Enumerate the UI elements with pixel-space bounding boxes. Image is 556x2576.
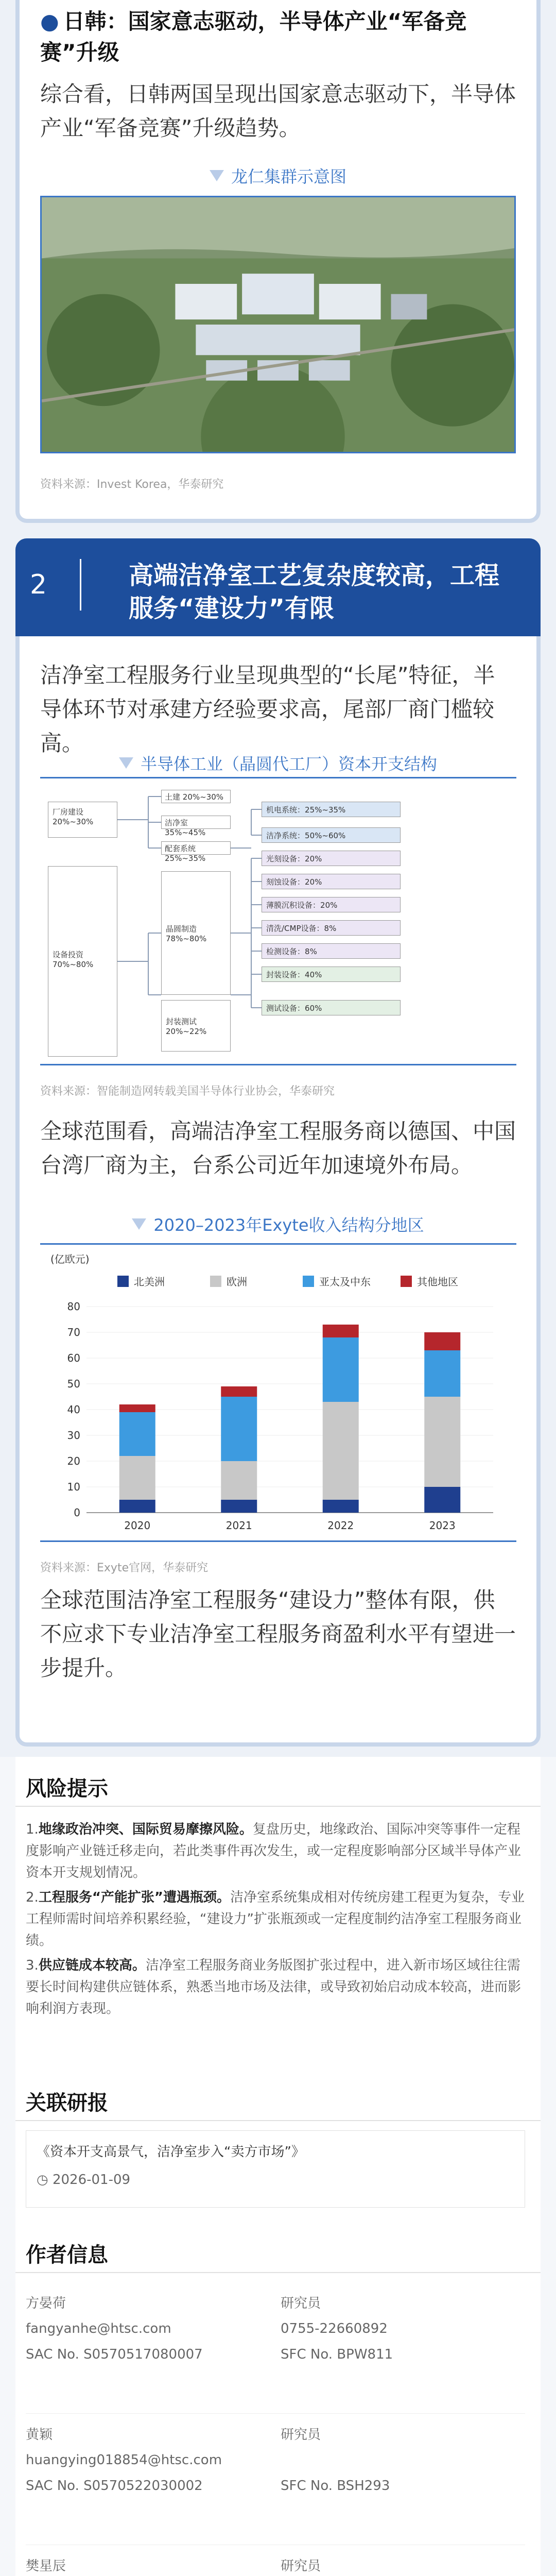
caption-arrow-icon — [132, 1218, 146, 1230]
legend-label: 欧洲 — [227, 1276, 247, 1288]
capex-mid-box-4: 封装测试 20%~22% — [161, 1000, 231, 1052]
bar-segment — [323, 1500, 359, 1513]
author-card — [26, 2545, 525, 2576]
capex-right-box-4: 薄膜沉积设备：20% — [262, 897, 401, 912]
fig1-source: 资料来源：Invest Korea，华泰研究 — [40, 478, 224, 491]
bar-segment — [323, 1325, 359, 1337]
capex-mid-box-1: 洁净室 35%~45% — [161, 816, 231, 829]
y-tick-label: 70 — [67, 1326, 80, 1338]
caption-arrow-icon — [119, 757, 133, 769]
chart2-source: 资料来源：Exyte官网，华泰研究 — [40, 1562, 208, 1574]
author-phone: 0755-22660892 — [281, 2321, 388, 2336]
risk-item-text: 洁净室系统集成相对传统房建工程更为复杂，专业工程师需时间培养积累经验，“建设力”扩张瓶颈或一定程度制约洁净室工程服务商业绩。 — [26, 1890, 525, 1948]
section2-frame — [15, 538, 541, 1747]
legend-label: 北美洲 — [134, 1276, 165, 1288]
y-tick-label: 50 — [67, 1378, 80, 1390]
author-sfc: SFC No. BPW811 — [281, 2347, 393, 2362]
clock-icon: ◷ — [37, 2172, 48, 2188]
chart1-source: 资料来源：智能制造网转载美国半导体行业协会，华泰研究 — [40, 1085, 335, 1098]
capex-mid-box-3: 晶圆制造 78%~80% — [161, 871, 231, 995]
bar-segment — [221, 1461, 257, 1500]
related-title: 关联研报 — [26, 2091, 108, 2115]
risk-item: 3.供应链成本较高。洁净室工程服务商业务版图扩张过程中，进入新市场区域往往需要长时间构建供应链体系，熟悉当地市场及法律，或导致初始启动成本较高，进而影响利润方表现。 — [26, 1958, 522, 2016]
exyte-chart-container — [40, 1243, 516, 1542]
legend-swatch — [210, 1276, 221, 1287]
capex-structure-diagram — [40, 777, 516, 1065]
chart1-caption: 半导体工业（晶圆代工厂）资本开支结构 — [20, 751, 536, 775]
sec2-para3: 全球范围洁净室工程服务“建设力”整体有限，供不应求下专业洁净室工程服务商盈利水平有望进一步提升。 — [40, 1587, 516, 1681]
capex-right-box-2: 光刻设备：20% — [262, 851, 401, 866]
capex-mid-box-2: 配套系统 25%~35% — [161, 841, 231, 855]
sec2-para1: 洁净室工程服务行业呈现典型的“长尾”特征，半导体环节对承建方经验要求高，尾部厂商门槛较高。 — [40, 663, 495, 756]
x-tick-label: 2023 — [429, 1519, 456, 1532]
y-tick-label: 40 — [67, 1403, 80, 1416]
sec2-para2: 全球范围看，高端洁净室工程服务商以德国、中国台湾厂商为主，台系公司近年加速境外布局。 — [40, 1118, 516, 1178]
author-name: 樊星辰 — [26, 2558, 66, 2574]
bar-segment — [221, 1397, 257, 1461]
author-role: 研究员 — [281, 2427, 321, 2443]
caption-arrow-icon — [210, 170, 224, 181]
exyte-revenue-chart — [40, 1245, 516, 1544]
bar-segment — [424, 1350, 460, 1397]
bar-segment — [221, 1500, 257, 1513]
capex-right-box-8: 测试设备：60% — [262, 1000, 401, 1015]
capex-right-box-7: 封装设备：40% — [262, 967, 401, 982]
bar-segment — [119, 1500, 155, 1513]
y-tick-label: 0 — [74, 1506, 80, 1519]
author-card — [26, 2414, 525, 2545]
capex-mid-box-0: 土建 20%~30% — [161, 790, 231, 803]
risk-item-text: 洁净室工程服务商业务版图扩张过程中，进入新市场区域往往需要长时间构建供应链体系，熟悉当地市场及法律，或导致初始启动成本较高，进而影响利润方表现。 — [26, 1958, 522, 2016]
related-report-date: 2026-01-09 — [52, 2172, 131, 2188]
authors-title: 作者信息 — [26, 2243, 108, 2267]
author-card — [26, 2282, 525, 2414]
risk-item-label: 地缘政治冲突、国际贸易摩擦风险。 — [38, 1822, 253, 1837]
capex-left-box-0: 厂房建设 20%~30% — [48, 802, 117, 838]
x-tick-label: 2021 — [225, 1519, 252, 1532]
capex-right-box-1: 洁净系统：50%~60% — [262, 827, 401, 843]
y-tick-label: 80 — [67, 1300, 80, 1313]
sec1-body: 综合看，日韩两国呈现出国家意志驱动下，半导体产业“军备竞赛”升级趋势。 — [40, 81, 516, 141]
section1-frame — [15, 0, 541, 523]
capex-right-box-6: 检测设备：8% — [262, 943, 401, 959]
related-report-name: 《资本开支高景气，洁净室步入“卖方市场”》 — [37, 2144, 305, 2160]
bar-segment — [424, 1332, 460, 1350]
fig1-caption: 龙仁集群示意图 — [20, 164, 536, 188]
y-axis-label: (亿欧元) — [50, 1253, 90, 1265]
risk-item: 2.工程服务“产能扩张”遭遇瓶颈。洁净室系统集成相对传统房建工程更为复杂，专业工程师需时间培养积累经验，“建设力”扩张瓶颈或一定程度制约洁净室工程服务商业绩。 — [26, 1890, 525, 1948]
risk-item-label: 工程服务“产能扩张”遭遇瓶颈。 — [38, 1890, 230, 1905]
x-tick-label: 2022 — [327, 1519, 354, 1532]
cluster-image — [40, 196, 516, 453]
sec1-heading: ● 日韩：国家意志驱动，半导体产业“军备竞赛”升级 — [40, 9, 467, 65]
capex-left-box-1: 设备投资 70%~80% — [48, 866, 117, 1057]
bar-segment — [221, 1386, 257, 1397]
cluster-aerial-illustration — [42, 197, 514, 452]
bar-segment — [119, 1404, 155, 1412]
legend-swatch — [117, 1276, 129, 1287]
risk-title: 风险提示 — [26, 1777, 108, 1801]
y-tick-label: 30 — [67, 1429, 80, 1442]
info-panel — [0, 1757, 556, 2576]
chart2-caption: 2020–2023年Exyte收入结构分地区 — [20, 1212, 536, 1236]
bar-segment — [424, 1487, 460, 1513]
capex-right-box-0: 机电系统：25%~35% — [262, 802, 401, 817]
bar-segment — [424, 1397, 460, 1487]
author-email[interactable]: fangyanhe@htsc.com — [26, 2321, 171, 2336]
legend-swatch — [401, 1276, 412, 1287]
risk-item-text: 复盘历史，地缘政治、国际冲突等事件一定程度影响产业链迁移走向，若此类事件再次发生，或一定程度影响部分区域半导体产业资本开支规划情况。 — [26, 1822, 522, 1880]
author-sac: SAC No. S0570522030002 — [26, 2478, 203, 2494]
bar-segment — [323, 1402, 359, 1500]
author-role: 研究员 — [281, 2296, 321, 2311]
capex-right-box-5: 清洗/CMP设备：8% — [262, 920, 401, 936]
author-sac: SAC No. S0570517080007 — [26, 2347, 203, 2362]
legend-swatch — [303, 1276, 314, 1287]
risk-list — [26, 1819, 525, 2023]
x-tick-label: 2020 — [124, 1519, 151, 1532]
legend-label: 亚太及中东 — [319, 1276, 371, 1288]
authors-list — [26, 2282, 525, 2576]
sec2-title: 高端洁净室工艺复杂度较高，工程服务“建设力”有限 — [129, 561, 500, 623]
risk-item: 1.地缘政治冲突、国际贸易摩擦风险。复盘历史，地缘政治、国际冲突等事件一定程度影响产业链迁移走向，若此类事件再次发生，或一定程度影响部分区域半导体产业资本开支规划情况。 — [26, 1822, 522, 1880]
bar-segment — [119, 1412, 155, 1456]
related-report-link[interactable] — [26, 2130, 525, 2208]
author-name: 方晏荷 — [26, 2296, 66, 2311]
legend-label: 其他地区 — [417, 1276, 458, 1288]
author-email[interactable]: huangying018854@htsc.com — [26, 2452, 222, 2468]
capex-right-box-3: 刻蚀设备：20% — [262, 874, 401, 889]
sec2-number: 2 — [30, 559, 81, 611]
y-tick-label: 60 — [67, 1352, 80, 1364]
author-sfc: SFC No. BSH293 — [281, 2478, 390, 2494]
bar-segment — [323, 1337, 359, 1402]
author-role: 研究员 — [281, 2558, 321, 2574]
author-name: 黄颖 — [26, 2427, 53, 2443]
risk-item-label: 供应链成本较高。 — [38, 1958, 146, 1973]
y-tick-label: 20 — [67, 1455, 80, 1467]
sec1-title: 国家意志驱动，半导体产业“军备竞赛”升级 — [40, 9, 467, 65]
bar-segment — [119, 1456, 155, 1500]
y-tick-label: 10 — [67, 1481, 80, 1493]
sec2-header — [15, 538, 541, 636]
